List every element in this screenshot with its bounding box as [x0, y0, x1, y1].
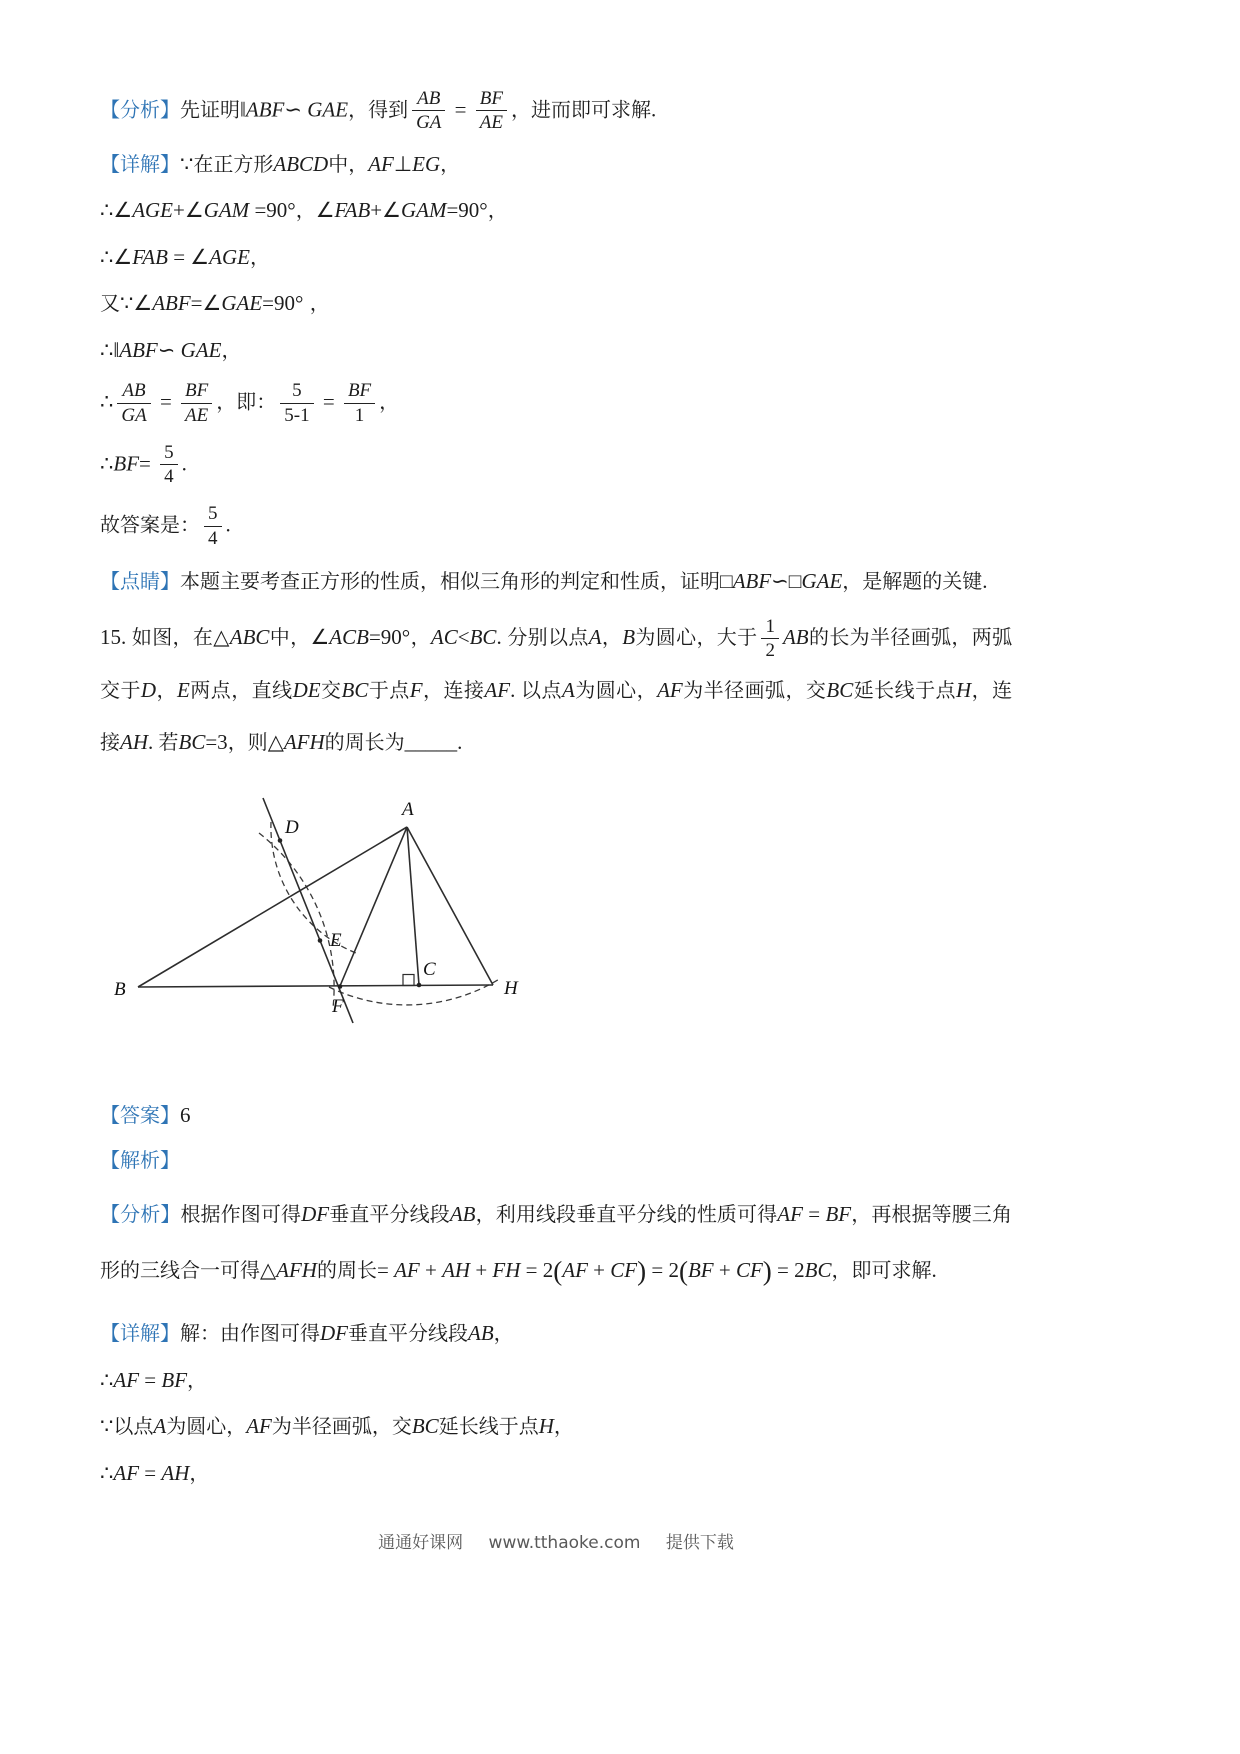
math-symbol-run: =90°	[446, 198, 488, 223]
step-arc-h	[100, 1410, 1012, 1443]
math-symbol-run: =90°	[262, 291, 304, 316]
text-run: 的周长	[316, 1257, 377, 1282]
text-run: 为圆心，	[166, 1414, 247, 1439]
math-symbol-run: =∠	[190, 291, 222, 316]
text-run: 为圆心，大于	[635, 625, 758, 650]
math-symbol-run: .	[148, 730, 159, 755]
math-symbol-run: ∽	[284, 97, 308, 122]
text-run: 故答案是：	[100, 512, 200, 537]
fraction	[117, 380, 150, 426]
math-symbol-run: .	[650, 97, 657, 122]
math-italic-run: AF	[113, 1367, 140, 1392]
point-label-H: H	[504, 977, 518, 999]
text-run: ，	[440, 151, 461, 176]
text-run: ，利用线段垂直平分线的性质可得	[475, 1202, 778, 1227]
math-italic-run: BC	[804, 1257, 832, 1282]
final-answer-14	[100, 503, 1012, 549]
arc-centered-A-radius-AF	[329, 978, 501, 1005]
math-italic-run: AB	[468, 1321, 494, 1346]
fraction	[181, 380, 212, 426]
fraction-denominator: 4	[208, 527, 218, 549]
text-run: ，	[187, 1367, 208, 1392]
math-symbol-run: <	[457, 625, 470, 650]
text-run: ，再根据等腰三角形的三线合一可得	[100, 1202, 1013, 1282]
math-italic-run: FH	[492, 1257, 521, 1282]
math-symbol-run: .	[931, 1257, 937, 1282]
math-italic-run: BC	[826, 677, 854, 702]
math-symbol-run: □	[720, 568, 733, 593]
fraction-denominator: GA	[121, 404, 147, 426]
point-label-C: C	[423, 958, 436, 980]
math-symbol-run: 15.	[100, 625, 132, 650]
math-italic-run: GAM	[400, 198, 447, 223]
step-right-angles	[100, 287, 1012, 320]
step-similar	[100, 334, 1012, 367]
math-symbol-run: ∴∠	[100, 244, 133, 269]
math-italic-run: AGE	[132, 198, 174, 223]
fraction	[344, 380, 375, 426]
line-AC	[407, 827, 419, 985]
math-italic-run: D	[140, 677, 157, 702]
math-italic-run: DE	[292, 677, 321, 702]
math-symbol-run: ∴‖	[100, 337, 120, 362]
math-italic-run: AH	[161, 1460, 190, 1485]
math-italic-run: ABCD	[273, 151, 329, 176]
dianjing	[100, 565, 1012, 598]
text-run: 若	[158, 730, 179, 755]
math-symbol-run: =	[376, 1257, 395, 1282]
math-symbol-run: = 2	[520, 1257, 554, 1282]
fraction-numerator: AB	[412, 88, 445, 111]
section-label: 【详解】	[100, 151, 180, 176]
math-italic-run: AF	[394, 1257, 420, 1282]
text-run: 垂直平分线段	[348, 1321, 468, 1346]
text-run: 为半径画弧，交	[271, 1414, 412, 1439]
big-paren: )	[637, 1255, 647, 1286]
math-italic-run: GAE	[180, 337, 222, 362]
text-run: 在正方形	[193, 151, 274, 176]
point-label-A: A	[402, 798, 414, 820]
math-symbol-run: +	[470, 1257, 493, 1282]
text-run: 两点，直线	[189, 677, 293, 702]
math-symbol-run: =	[154, 389, 178, 414]
text-run: 先证明	[180, 97, 240, 122]
math-italic-run: BF	[161, 1367, 188, 1392]
math-italic-run: F	[409, 677, 423, 702]
math-italic-run: BF	[825, 1202, 852, 1227]
text-run: 解：由作图可得	[180, 1321, 320, 1346]
math-italic-run: CF	[735, 1257, 763, 1282]
math-symbol-run: =	[139, 451, 157, 476]
step-angle-equal	[100, 241, 1012, 274]
math-symbol-run: .	[496, 625, 508, 650]
math-symbol-run: =90°	[368, 625, 411, 650]
fraction-denominator: 4	[164, 466, 174, 488]
step-angle-sums	[100, 194, 1012, 227]
math-italic-run: GAM	[203, 198, 250, 223]
text-run: ，进而即可求解	[510, 97, 651, 122]
math-italic-run: ABC	[229, 625, 270, 650]
fraction	[761, 616, 779, 662]
math-symbol-run: .	[225, 512, 231, 537]
fraction-numerator: 5	[280, 380, 313, 403]
fraction	[204, 503, 222, 549]
text-run: 分别以点	[507, 625, 589, 650]
detail-1	[100, 148, 1012, 181]
fraction	[412, 88, 445, 134]
math-symbol-run: ∴∠	[100, 198, 133, 223]
math-symbol-run: =	[317, 389, 340, 414]
fraction	[476, 88, 507, 134]
math-italic-run: BC	[411, 1414, 439, 1439]
math-italic-run: BC	[341, 677, 369, 702]
fraction-numerator: 1	[761, 616, 779, 639]
text-run: ，	[553, 1414, 574, 1439]
math-symbol-run: .	[982, 568, 988, 593]
math-italic-run: AF	[562, 1257, 588, 1282]
math-symbol-run: ∴	[100, 451, 114, 476]
math-italic-run: BF	[687, 1257, 714, 1282]
fraction-numerator: 5	[204, 503, 222, 526]
text-run: 以点	[113, 1414, 154, 1439]
math-symbol-run: +∠	[173, 198, 204, 223]
math-symbol-run: ‖	[240, 97, 246, 122]
text-run: 如图，在	[131, 625, 214, 650]
math-symbol-run: ∵	[180, 151, 194, 176]
math-italic-run: AF	[657, 677, 683, 702]
fraction-numerator: AB	[117, 380, 150, 403]
big-paren: (	[553, 1255, 563, 1286]
fraction-denominator: 2	[765, 640, 775, 662]
text-run: ，	[156, 677, 178, 702]
math-italic-run: AFH	[276, 1257, 317, 1282]
math-symbol-run: △	[267, 730, 284, 755]
fraction	[280, 380, 313, 426]
text-run: ，	[487, 198, 508, 223]
math-italic-run: FAB	[334, 198, 371, 223]
line-BH	[138, 985, 493, 987]
geometry-figure	[100, 795, 640, 1053]
math-italic-run: A	[153, 1414, 167, 1439]
big-paren: )	[762, 1255, 772, 1286]
math-symbol-run: ∴	[100, 1460, 114, 1485]
math-italic-run: E	[177, 677, 190, 702]
text-run: 延长线于点	[853, 677, 956, 702]
math-symbol-run: =	[802, 1202, 826, 1227]
detail-2	[100, 1317, 1012, 1350]
text-run: ，	[410, 625, 431, 650]
text-run: ，	[379, 389, 400, 414]
math-symbol-run: ∵∠	[120, 291, 153, 316]
math-italic-run: AH	[442, 1257, 471, 1282]
jiexi-label	[100, 1145, 1012, 1176]
fraction-numerator: BF	[344, 380, 375, 403]
point-F	[338, 984, 343, 989]
line-DEF-perpendicular-bisector	[263, 798, 353, 1023]
text-run: ，连接	[422, 677, 485, 702]
math-italic-run: AF	[246, 1414, 272, 1439]
math-italic-run: H	[956, 677, 972, 702]
question-15	[100, 611, 1012, 769]
text-run: ，得到	[348, 97, 409, 122]
math-symbol-run: ⊥	[393, 151, 413, 176]
page-footer	[100, 1528, 1012, 1553]
math-symbol-run: _____.	[404, 730, 463, 755]
math-italic-run: BC	[469, 625, 497, 650]
math-italic-run: CF	[610, 1257, 638, 1282]
text-run: 以点	[521, 677, 562, 702]
math-symbol-run: △	[260, 1257, 277, 1282]
math-symbol-run: ∴	[100, 389, 114, 414]
text-run: ，	[189, 1460, 210, 1485]
section-label: 【分析】	[100, 1202, 181, 1227]
line-BA	[138, 827, 407, 987]
answer-15	[100, 1099, 1012, 1132]
text-run: ，	[303, 291, 330, 316]
triangle-construction-svg	[100, 795, 640, 1053]
step-af-bf	[100, 1364, 1012, 1397]
math-symbol-run: = ∠	[167, 244, 210, 269]
fraction-numerator: BF	[181, 380, 212, 403]
math-italic-run: ABF	[245, 97, 285, 122]
math-italic-run: GAE	[801, 568, 843, 593]
math-symbol-run: ∵	[100, 1414, 114, 1439]
footer-suffix: 提供下载	[665, 1533, 734, 1553]
math-italic-run: GAE	[221, 291, 263, 316]
math-symbol-run: +	[419, 1257, 443, 1282]
text-run: 为半径画弧，交	[682, 677, 827, 702]
math-symbol-run: = 2	[771, 1257, 805, 1282]
text-run: ，即：	[216, 389, 277, 414]
math-symbol-run: =	[139, 1367, 162, 1392]
math-italic-run: DF	[301, 1202, 330, 1227]
fraction-denominator: 1	[354, 404, 365, 426]
right-angle-mark	[403, 974, 414, 985]
math-italic-run: AGE	[209, 244, 250, 269]
arc-centered-B-through-DE	[259, 833, 334, 1008]
section-label: 【分析】	[100, 97, 180, 122]
solution-text-bottom	[100, 1099, 1012, 1490]
math-italic-run: AF	[484, 677, 511, 702]
math-symbol-run: ∽	[157, 337, 181, 362]
text-run: 的周长为	[324, 730, 405, 755]
math-italic-run: A	[588, 625, 602, 650]
math-italic-run: AF	[777, 1202, 803, 1227]
math-italic-run: GAE	[307, 97, 349, 122]
math-italic-run: AB	[449, 1202, 476, 1227]
math-italic-run: ABF	[119, 337, 158, 362]
point-label-E: E	[330, 929, 342, 951]
math-symbol-run: ∠	[315, 198, 335, 223]
text-run: ，则	[227, 730, 268, 755]
text-run: ，	[493, 1321, 514, 1346]
math-symbol-run: .	[181, 451, 187, 476]
fraction-denominator: AE	[479, 112, 503, 134]
text-run: ，	[249, 244, 270, 269]
math-symbol-run: ∴	[100, 1367, 114, 1392]
fraction-denominator: 5-1	[284, 404, 310, 426]
math-italic-run: AH	[120, 730, 148, 755]
math-italic-run: DF	[320, 1321, 348, 1346]
point-D	[278, 838, 283, 843]
text-run: 根据作图可得	[180, 1202, 302, 1227]
point-E	[318, 938, 323, 943]
math-italic-run: B	[622, 625, 636, 650]
text-run: 延长线于点	[438, 1414, 539, 1439]
math-symbol-run: =	[449, 97, 472, 122]
section-label: 【解析】	[100, 1148, 180, 1173]
math-italic-run: BC	[178, 730, 206, 755]
math-symbol-run: =3	[205, 730, 228, 755]
math-italic-run: ABF	[152, 291, 191, 316]
section-label: 【答案】	[100, 1102, 180, 1127]
text-run: ，即可求解	[831, 1257, 932, 1282]
text-run: 又	[100, 291, 120, 316]
math-symbol-run: +	[587, 1257, 611, 1282]
text-run: 中，	[269, 625, 311, 650]
line-AF	[340, 827, 407, 986]
text-run: 垂直平分线段	[329, 1202, 450, 1227]
text-run: ，	[601, 625, 623, 650]
point-label-F: F	[332, 995, 344, 1017]
math-symbol-run: =	[139, 1460, 162, 1485]
math-symbol-run: +∠	[370, 198, 401, 223]
footer-site-name: 通通好课网	[378, 1533, 464, 1553]
math-symbol-run: ∠	[310, 625, 330, 650]
arc-centered-A-through-DE	[271, 822, 356, 953]
text-run: 中，	[328, 151, 369, 176]
step-ratio	[100, 380, 1012, 426]
fraction	[160, 442, 178, 488]
math-italic-run: AB	[782, 625, 809, 650]
fraction-denominator: AE	[185, 404, 209, 426]
fraction-numerator: BF	[476, 88, 507, 111]
fraction-denominator: GA	[416, 112, 442, 134]
text-run: ，连接	[100, 677, 1013, 755]
section-label: 【详解】	[100, 1321, 180, 1346]
text-run: ，是解题的关键	[842, 568, 983, 593]
math-symbol-run: △	[213, 625, 230, 650]
solution-text-top	[100, 88, 1012, 769]
text-run: 于点	[368, 677, 410, 702]
math-italic-run: H	[538, 1414, 554, 1439]
math-italic-run: AC	[430, 625, 458, 650]
text-run: 的长为半径画弧，两弧交于	[100, 625, 1013, 702]
point-label-D: D	[285, 816, 299, 838]
step-af-ah	[100, 1457, 1012, 1490]
math-italic-run: ABF	[732, 568, 772, 593]
analysis-1	[100, 88, 1012, 134]
fraction-numerator: 5	[160, 442, 178, 465]
section-label: 【点睛】	[100, 568, 180, 593]
line-AH	[407, 827, 493, 985]
math-italic-run: FAB	[132, 244, 168, 269]
math-symbol-run: +	[713, 1257, 736, 1282]
text-run: ，	[221, 337, 242, 362]
math-symbol-run: 6	[180, 1102, 191, 1127]
text-run: 本题主要考查正方形的性质，相似三角形的判定和性质，证明	[180, 568, 720, 593]
math-italic-run: BF	[113, 451, 140, 476]
text-run: ，	[295, 198, 316, 223]
math-symbol-run: = 2	[646, 1257, 679, 1282]
math-italic-run: AF	[113, 1460, 140, 1485]
big-paren: (	[678, 1255, 688, 1286]
step-bf-value	[100, 442, 1012, 488]
text-run: 为圆心，	[574, 677, 658, 702]
math-italic-run: AFH	[283, 730, 325, 755]
math-italic-run: EG	[412, 151, 441, 176]
analysis-2	[100, 1190, 1012, 1303]
math-symbol-run: .	[510, 677, 522, 702]
point-C	[417, 983, 422, 988]
math-symbol-run: =90°	[249, 198, 296, 223]
text-run: 交	[320, 677, 342, 702]
point-label-B: B	[114, 978, 126, 1000]
math-symbol-run: ∽□	[771, 568, 802, 593]
math-italic-run: ACB	[329, 625, 369, 650]
math-italic-run: AF	[368, 151, 394, 176]
math-italic-run: A	[561, 677, 575, 702]
footer-url: www.tthaoke.com	[488, 1533, 641, 1553]
document-content	[100, 88, 1012, 1503]
